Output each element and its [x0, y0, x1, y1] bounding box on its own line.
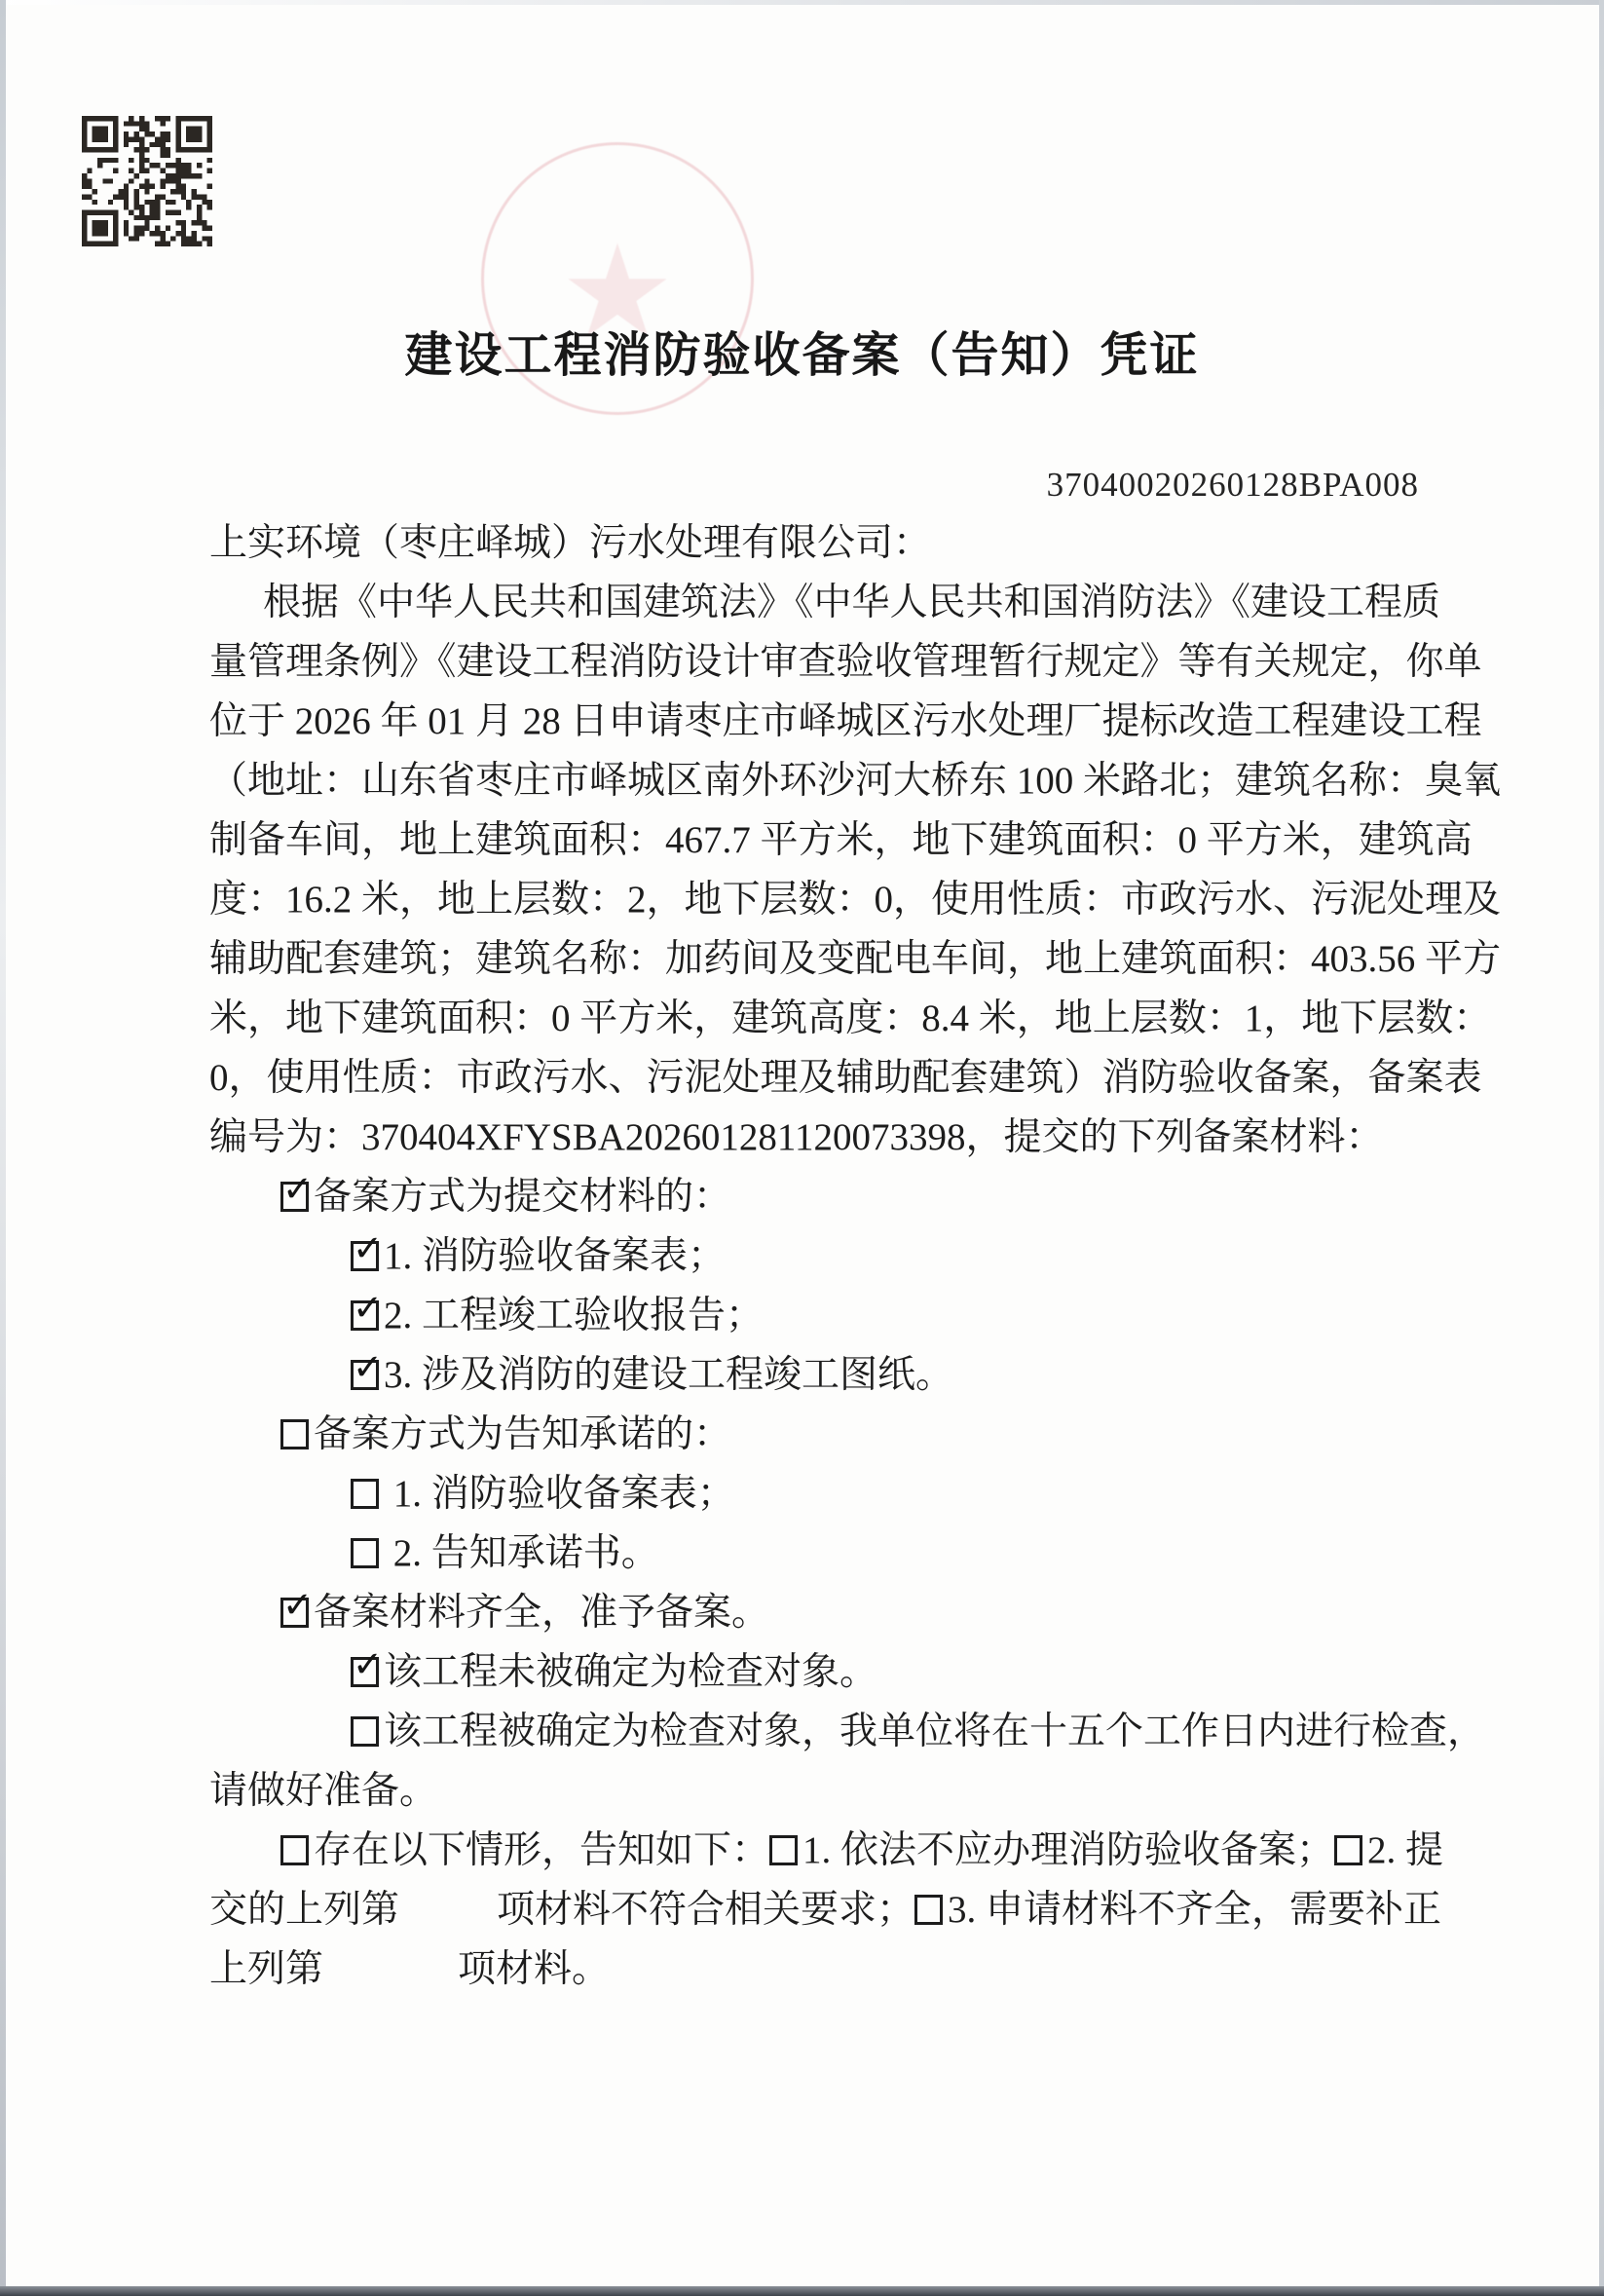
paragraph-line: 度：16.2 米，地上层数：2，地下层数：0，使用性质：市政污水、污泥处理及 [209, 879, 1502, 921]
checklist-item [209, 1405, 1461, 1464]
paragraph-line: 米，地下建筑面积：0 平方米，建筑高度：8.4 米，地上层数：1，地下层数： [209, 997, 1492, 1039]
notice-text: 项材料。 [458, 1948, 611, 1990]
checklist-item [209, 1583, 1461, 1642]
checklist-item-continuation: 请做好准备。 [209, 1770, 438, 1812]
checklist-item-label: 该工程被确定为检查对象，我单位将在十五个工作日内进行检查， [384, 1711, 1486, 1752]
scan-edge-left [0, 0, 6, 2296]
checklist-item [209, 1226, 1461, 1286]
scan-edge-top [0, 0, 1604, 5]
qr-code [82, 115, 212, 247]
checklist-item-label: 备案方式为告知承诺的： [314, 1413, 732, 1455]
checkbox-checked-icon: ✓ [353, 1287, 384, 1329]
checkbox-checked-icon: ✓ [282, 1584, 314, 1626]
notice-text: 交的上列第 [209, 1889, 400, 1931]
checklist-item [209, 1642, 1461, 1702]
checkbox-unchecked-icon [1334, 1835, 1362, 1865]
checkbox-unchecked-icon [914, 1895, 943, 1925]
checkbox-unchecked-icon [280, 1419, 309, 1449]
paragraph-line: 根据《中华人民共和国建筑法》《中华人民共和国消防法》《建设工程质 [263, 582, 1441, 623]
notice-text: 项材料不符合相关要求； [497, 1889, 915, 1931]
paragraph-line: 编号为：370404XFYSBA202601281120073398，提交的下列备案材料： [209, 1116, 1384, 1158]
scan-edge-bottom [0, 2286, 1604, 2296]
notice-text: 3. 申请材料不齐全，需要补正 [948, 1889, 1442, 1931]
checklist-item-label: 1. 消防验收备案表； [384, 1473, 735, 1515]
checkbox-checked-icon: ✓ [353, 1227, 384, 1269]
paragraph-line: 量管理条例》《建设工程消防设计审查验收管理暂行规定》等有关规定，你单 [209, 641, 1482, 683]
checklist-item-label: 2. 工程竣工验收报告； [384, 1295, 765, 1336]
paragraph-line: 制备车间，地上建筑面积：467.7 平方米，地下建筑面积：0 平方米，建筑高 [209, 819, 1473, 861]
notice-text: 1. 依法不应办理消防验收备案； [802, 1829, 1335, 1871]
checkbox-unchecked-icon [351, 1479, 379, 1509]
checklist-item-label: 2. 告知承诺书。 [384, 1532, 659, 1574]
notice-line [209, 1939, 1461, 1999]
checkbox-unchecked-icon [351, 1716, 379, 1747]
notice-text: 上列第 [209, 1948, 324, 1990]
checklist-item [209, 1167, 1461, 1226]
checklist-item-label: 备案方式为提交材料的： [314, 1176, 732, 1218]
checklist-item [209, 1345, 1461, 1405]
document-number: 37040020260128BPA008 [1046, 466, 1419, 504]
checklist-item-label: 3. 涉及消防的建设工程竣工图纸。 [384, 1354, 954, 1396]
checklist-item-label: 1. 消防验收备案表； [384, 1235, 727, 1277]
paragraph-line: （地址：山东省枣庄市峄城区南外环沙河大桥东 100 米路北；建筑名称：臭氧 [209, 760, 1502, 802]
paragraph-line: 辅助配套建筑；建筑名称：加药间及变配电车间，地上建筑面积：403.56 平方 [209, 938, 1502, 980]
checklist-item [209, 1464, 1461, 1524]
notice-text: 存在以下情形，告知如下： [314, 1829, 770, 1871]
checklist-item-label: 备案材料齐全，准予备案。 [314, 1592, 770, 1634]
checkbox-checked-icon: ✓ [353, 1643, 384, 1685]
notice-line [209, 1880, 1461, 1939]
checklist-item [209, 1524, 1461, 1583]
checkbox-checked-icon: ✓ [353, 1346, 384, 1388]
checkbox-unchecked-icon [280, 1835, 309, 1865]
paragraph-line: 位于 2026 年 01 月 28 日申请枣庄市峄城区污水处理厂提标改造工程建设工程 [209, 700, 1482, 742]
scan-edge-right [1599, 0, 1604, 2296]
checklist-item-label: 该工程未被确定为检查对象。 [384, 1651, 878, 1693]
paragraph-line: 0，使用性质：市政污水、污泥处理及辅助配套建筑）消防验收备案，备案表 [209, 1057, 1482, 1099]
checkbox-unchecked-icon [351, 1538, 379, 1568]
checklist-item [209, 1286, 1461, 1345]
recipient-line: 上实环境（枣庄峄城）污水处理有限公司： [209, 522, 932, 564]
page-title: 建设工程消防验收备案（告知）凭证 [404, 328, 1200, 382]
notice-line [209, 1821, 1461, 1880]
stamp-star-icon: ★ [559, 216, 676, 367]
document-body [209, 513, 1502, 1999]
checklist-item [209, 1702, 1486, 1761]
notice-text: 2. 提 [1367, 1829, 1444, 1871]
checkbox-unchecked-icon [769, 1835, 798, 1865]
checkbox-checked-icon: ✓ [282, 1168, 314, 1210]
